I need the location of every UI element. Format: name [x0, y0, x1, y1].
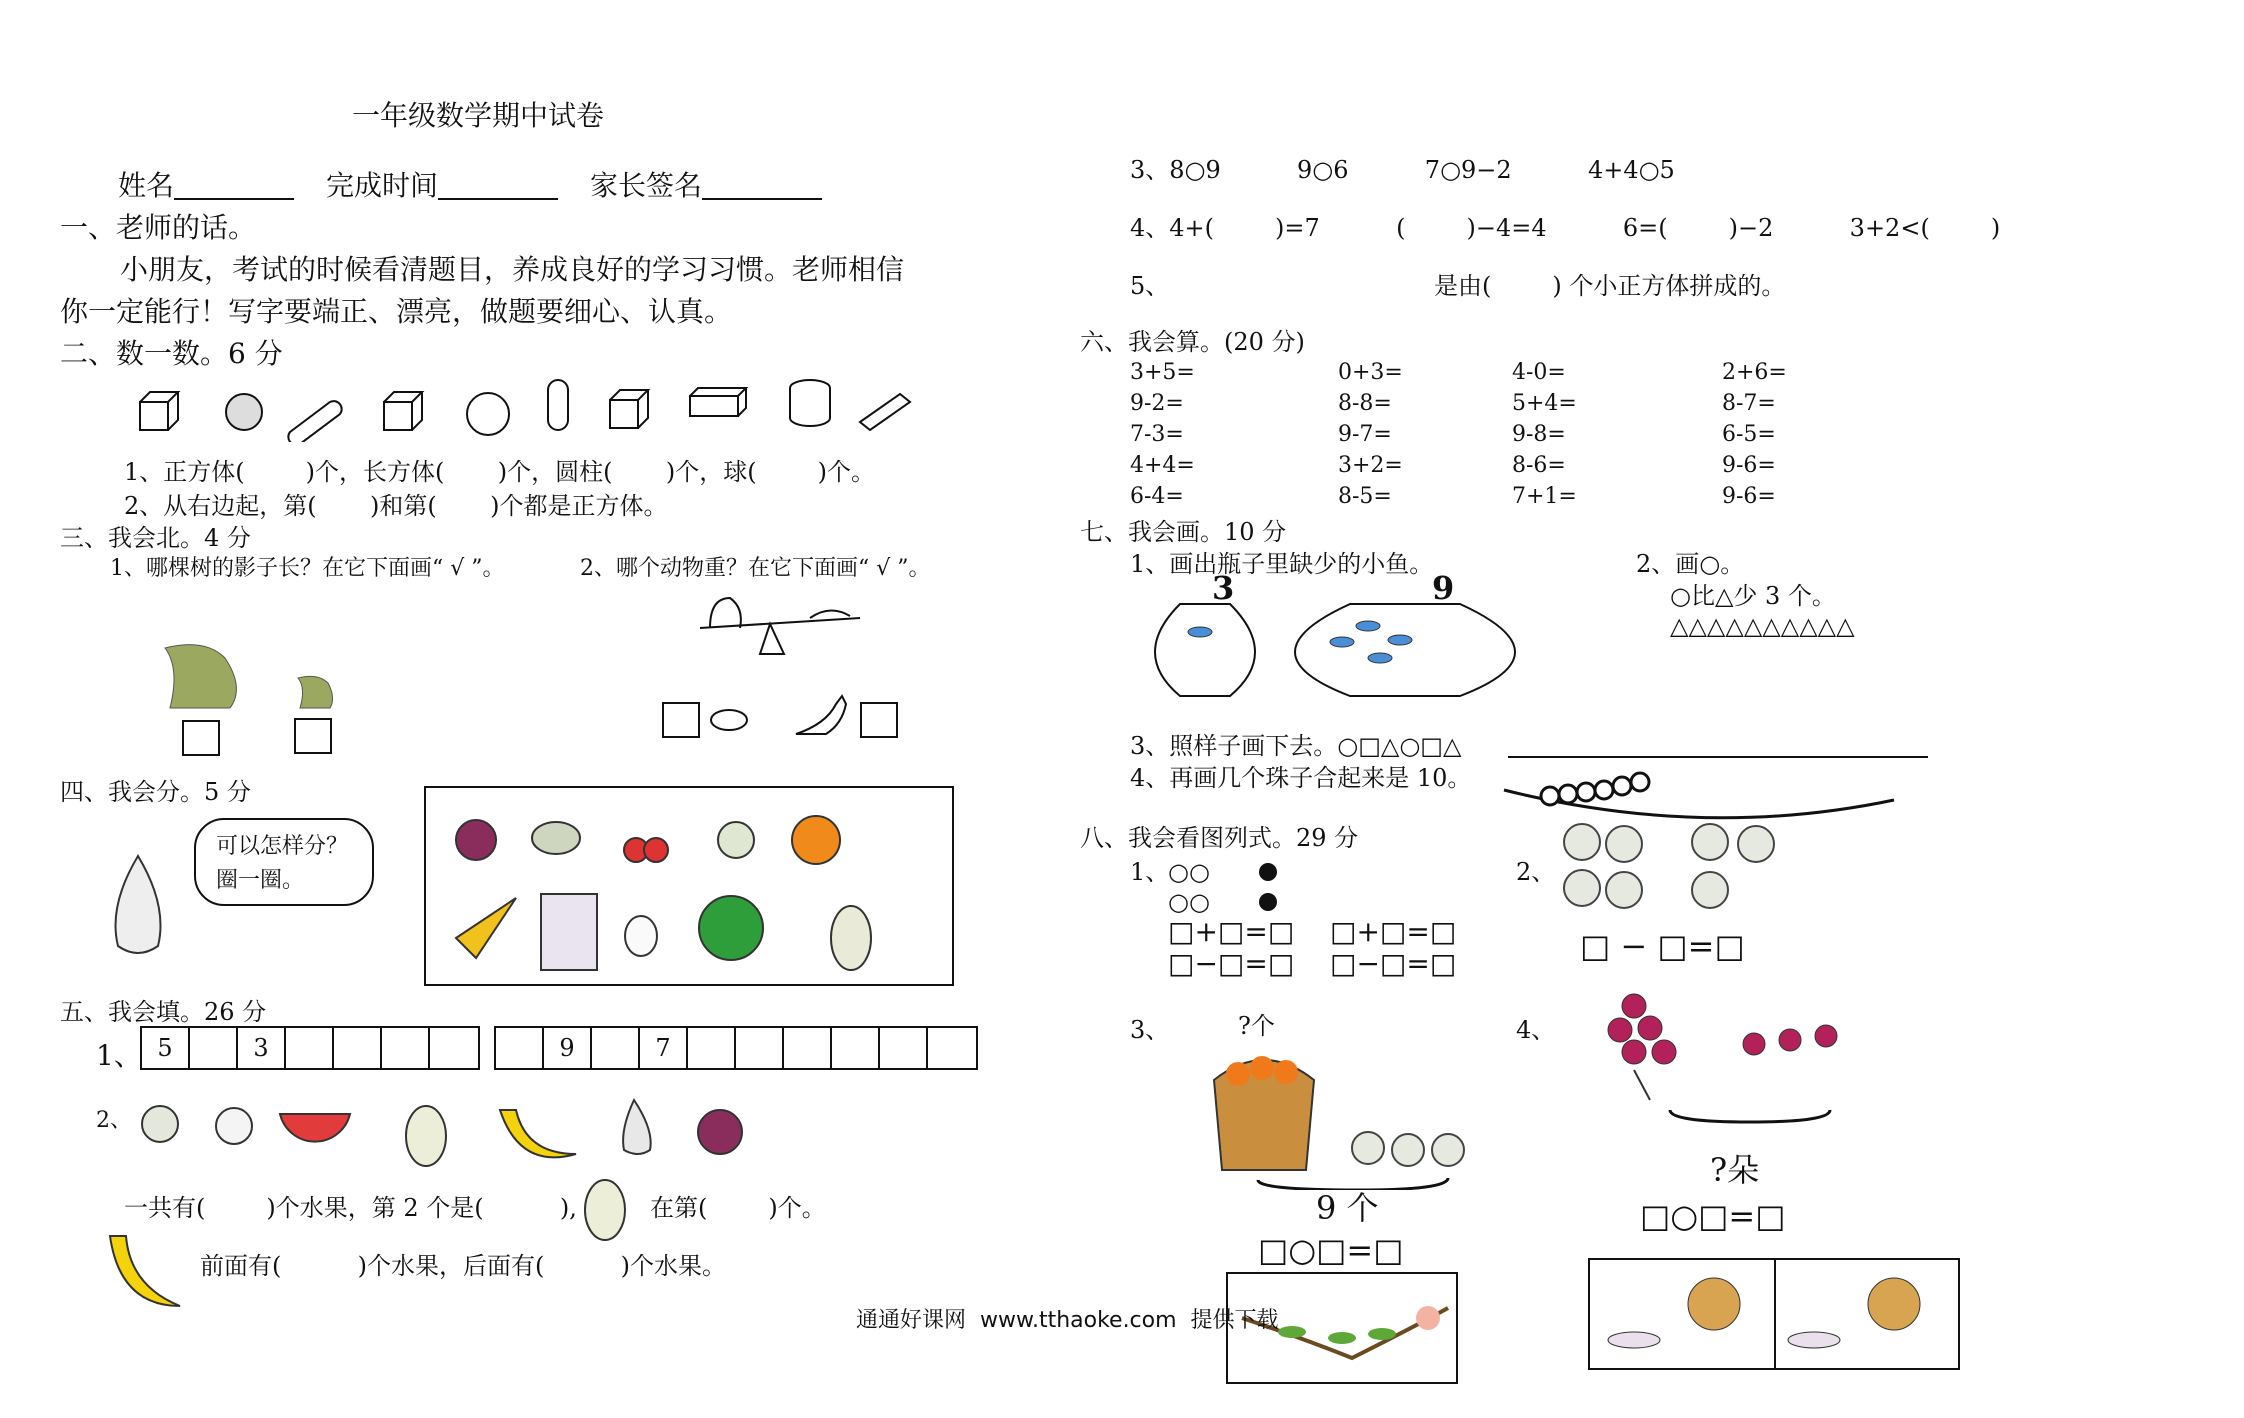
fill-question-1-label: 1、: [96, 1039, 142, 1072]
picture-question-1-label: 1、: [1130, 858, 1170, 886]
pattern-question: 3、照样子画下去。○□△○□△: [1130, 732, 1462, 760]
trees-image: [140, 598, 360, 718]
seq2-cell[interactable]: [736, 1028, 784, 1068]
finish-time-field[interactable]: 完成时间: [326, 172, 558, 200]
fruit-position-question: 前面有( )个水果，后面有( )个水果。: [200, 1252, 727, 1280]
fruit-count-question-a: 一共有( )个水果，第 2 个是( ),: [124, 1194, 577, 1222]
seq2-cell[interactable]: [592, 1028, 640, 1068]
seq1-cell[interactable]: 5: [142, 1028, 190, 1068]
calc-item[interactable]: 8-6=: [1512, 453, 1566, 478]
picture-question-3-label: 3、: [1130, 1016, 1170, 1044]
seq2-cell[interactable]: [688, 1028, 736, 1068]
flowers-equation[interactable]: □○□=□: [1640, 1197, 1786, 1235]
cubes-question-text: 是由( ) 个小正方体拼成的。: [1434, 272, 1786, 300]
pattern-answer-line[interactable]: [1508, 756, 1928, 758]
bowl-1-number: 3: [1212, 569, 1235, 607]
animal-weight-question: 2、哪个动物重？在它下面画“ √ ”。: [580, 556, 931, 581]
basket-equation[interactable]: □○□=□: [1258, 1231, 1404, 1269]
apples-equation[interactable]: □ − □=□: [1580, 927, 1745, 965]
calc-item[interactable]: 5+4=: [1512, 391, 1577, 416]
calc-item[interactable]: 8-7=: [1722, 391, 1776, 416]
cubes-question-label: 5、: [1130, 272, 1170, 300]
equation-add-2[interactable]: □+□=□: [1330, 915, 1457, 948]
speech-bubble-line1: 可以怎样分？: [216, 834, 349, 859]
calc-item[interactable]: 6-5=: [1722, 422, 1776, 447]
seq2-cell[interactable]: [928, 1028, 976, 1068]
equation-sub-1[interactable]: □−□=□: [1168, 947, 1295, 980]
calc-item[interactable]: 9-2=: [1130, 391, 1184, 416]
seq2-cell[interactable]: [784, 1028, 832, 1068]
tree-shadow-question: 1、哪棵树的影子长？在它下面画“ √ ”。: [110, 556, 505, 581]
calc-item[interactable]: 7-3=: [1130, 422, 1184, 447]
circles-row-1: ○○: [1168, 858, 1210, 886]
teacher-words-line1: 小朋友，考试的时候看清题目，养成良好的学习习惯。老师相信: [120, 253, 905, 286]
calc-item[interactable]: 9-7=: [1338, 422, 1392, 447]
mouse-answer-box[interactable]: [662, 702, 700, 738]
section-1-heading: 一、老师的话。: [60, 211, 257, 244]
fruit-row-image: [130, 1080, 750, 1180]
apples-image: [1560, 820, 1790, 920]
count-question-2: 2、从右边起，第( )和第( )个都是正方体。: [124, 492, 668, 520]
seq2-cell[interactable]: 7: [640, 1028, 688, 1068]
sort-items-frame: [424, 786, 954, 986]
fruit-count-question-b: 在第( )个。: [650, 1194, 826, 1222]
fish-bowls-image: [1150, 596, 1590, 706]
number-sequence-2: [494, 1026, 978, 1070]
fruits-vegetables-grid: [446, 798, 936, 978]
picture-question-4-label: 4、: [1516, 1016, 1556, 1044]
seesaw-image: [690, 588, 870, 668]
calc-item[interactable]: 9-6=: [1722, 453, 1776, 478]
basket-question-mark: ?个: [1238, 1012, 1275, 1040]
draw-fish-question: 1、画出瓶子里缺少的小鱼。: [1130, 550, 1434, 578]
calc-item[interactable]: 3+2=: [1338, 453, 1403, 478]
fill-question-2-label: 2、: [96, 1108, 132, 1133]
calc-item[interactable]: 8-8=: [1338, 391, 1392, 416]
name-field[interactable]: 姓名: [118, 172, 294, 200]
seq1-cell[interactable]: 3: [238, 1028, 286, 1068]
monkeys-image: [1594, 1264, 1954, 1364]
seq2-cell[interactable]: 9: [544, 1028, 592, 1068]
draw-circles-question: 2、画○。: [1636, 550, 1745, 578]
calc-item[interactable]: 2+6=: [1722, 360, 1787, 385]
orange-basket-image: [1208, 1050, 1478, 1190]
calc-item[interactable]: 7+1=: [1512, 484, 1577, 509]
cat-answer-box[interactable]: [860, 702, 898, 738]
section-5-heading: 五、我会填。26 分: [60, 998, 267, 1026]
unknown-flowers-label: ?朵: [1710, 1151, 1760, 1189]
seq2-cell[interactable]: [880, 1028, 928, 1068]
pear-character-image: [98, 846, 178, 966]
section-7-heading: 七、我会画。10 分: [1080, 518, 1287, 546]
tree-1-answer-box[interactable]: [182, 720, 220, 756]
bowl-2-number: 9: [1432, 569, 1455, 607]
flowers-image: [1594, 990, 1854, 1130]
solid-shapes-row: [130, 372, 930, 442]
calc-item[interactable]: 6-4=: [1130, 484, 1184, 509]
parent-sign-field[interactable]: 家长签名: [590, 172, 822, 200]
section-6-heading: 六、我会算。(20 分): [1080, 328, 1305, 356]
speech-bubble: [194, 818, 374, 906]
beads-string-image: [1500, 760, 1900, 820]
page-title: 一年级数学期中试卷: [352, 99, 605, 132]
monkey-picture-frame: [1588, 1258, 1960, 1370]
section-4-heading: 四、我会分。5 分: [60, 778, 251, 806]
number-sequence-1: [140, 1026, 480, 1070]
calc-item[interactable]: 4+4=: [1130, 453, 1195, 478]
cat-icon: [790, 690, 856, 740]
picture-question-2-label: 2、: [1516, 858, 1556, 886]
nine-count-label: 9 个: [1316, 1189, 1379, 1227]
count-question-1: 1、正方体( )个，长方体( )个，圆柱( )个，球( )个。: [124, 458, 876, 486]
mouse-icon: [704, 700, 754, 736]
seq1-cell[interactable]: [190, 1028, 238, 1068]
seq2-cell[interactable]: [832, 1028, 880, 1068]
footer-credit: 通通好课网 www.tthaoke.com 提供下载: [856, 1308, 1279, 1333]
compare-question: 3、8○9 9○6 7○9−2 4+4○5: [1130, 156, 1675, 184]
calc-item[interactable]: 3+5=: [1130, 360, 1195, 385]
section-3-heading: 三、我会北。4 分: [60, 524, 251, 552]
seq1-cell[interactable]: [334, 1028, 382, 1068]
teacher-words-line2: 你一定能行！写字要端正、漂亮，做题要细心、认真。: [60, 295, 733, 328]
equation-sub-2[interactable]: □−□=□: [1330, 947, 1457, 980]
calc-item[interactable]: 8-5=: [1338, 484, 1392, 509]
seq1-cell[interactable]: [286, 1028, 334, 1068]
draw-circles-rule: ○比△少 3 个。: [1670, 582, 1836, 610]
fill-blank-question: 4、4+( )=7 ( )−4=4 6=( )−2 3+2<( ): [1130, 214, 2001, 242]
banana-image: [100, 1226, 190, 1316]
section-8-heading: 八、我会看图列式。29 分: [1080, 824, 1359, 852]
calc-item[interactable]: 0+3=: [1338, 360, 1403, 385]
circles-row-2: ○○: [1168, 888, 1210, 916]
seq1-cell[interactable]: [430, 1028, 478, 1068]
triangles-row: △△△△△△△△△△: [1670, 612, 1855, 640]
seq2-cell[interactable]: [496, 1028, 544, 1068]
speech-bubble-line2: 圈一圈。: [216, 868, 305, 893]
pineapple-image: [580, 1156, 630, 1246]
section-2-heading: 二、数一数。6 分: [60, 337, 283, 370]
calc-item[interactable]: 9-6=: [1722, 484, 1776, 509]
calc-item[interactable]: 4-0=: [1512, 360, 1566, 385]
seq1-cell[interactable]: [382, 1028, 430, 1068]
equation-add-1[interactable]: □+□=□: [1168, 915, 1295, 948]
beads-question: 4、再画几个珠子合起来是 10。: [1130, 764, 1472, 792]
tree-2-answer-box[interactable]: [294, 718, 332, 754]
black-dots: [1256, 860, 1280, 916]
calc-item[interactable]: 9-8=: [1512, 422, 1566, 447]
